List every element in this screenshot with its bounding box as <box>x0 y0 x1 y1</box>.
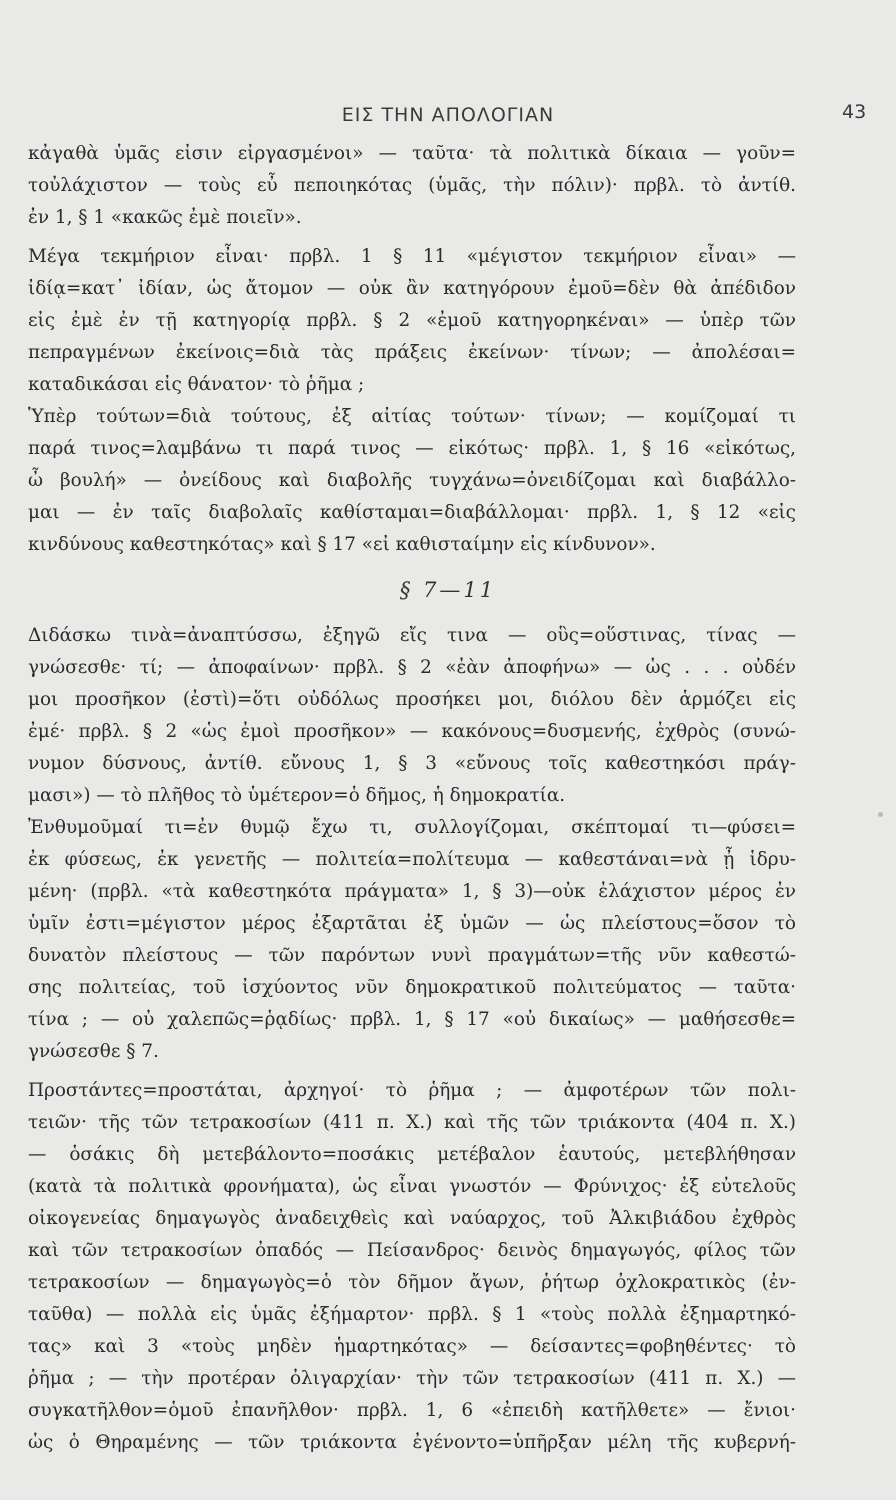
text-line: πεπραγμένων ἐκείνοις=διὰ τὰς πράξεις ἐκείνων· τίνων; — ἀπολέσαι= <box>28 342 796 363</box>
text-line: γνώσεσθε· τί; — ἀποφαίνων· πρβλ. § 2 «ἐὰν ἀποφήνω» — ὡς . . . οὐδέν <box>28 657 796 678</box>
text-line: μασι») — τὸ πλῆθος τὸ ὑμέτερον=ὁ δῆμος, ἡ δημοκρατία. <box>28 785 566 806</box>
text-line: νυμον δύσνους, ἀντίθ. εὔνους 1, § 3 «εὔνους τοῖς καθεστηκόσι πράγ- <box>28 753 796 774</box>
text-line: ἐν 1, § 1 «κακῶς ἐμὲ ποιεῖν». <box>28 207 302 228</box>
text-line: — ὁσάκις δὴ μετεβάλοντο=ποσάκις μετέβαλον ἑαυτούς, μετεβλήθησαν <box>28 1144 796 1165</box>
page-number: 43 <box>842 101 867 123</box>
text-line: ἐκ φύσεως, ἐκ γενετῆς — πολιτεία=πολίτευμα — καθεστάναι=νὰ ᾖ ἱδρυ- <box>28 849 796 870</box>
text-line: ῥῆμα ; — τὴν προτέραν ὀλιγαρχίαν· τὴν τῶν τετρακοσίων (411 π. Χ.) — <box>28 1368 796 1389</box>
text-line: Διδάσκω τινὰ=ἀναπτύσσω, ἐξηγῶ εἴς τινα — οὓς=οὕστινας, τίνας — <box>28 625 796 646</box>
text-line: τοὐλάχιστον — τοὺς εὖ πεποιηκότας (ὑμᾶς, τὴν πόλιν)· πρβλ. τὸ ἀντίθ. <box>28 175 796 196</box>
text-line: εἰς ἐμὲ ἐν τῇ κατηγορίᾳ πρβλ. § 2 «ἐμοῦ κατηγορηκέναι» — ὑπὲρ τῶν <box>28 310 796 331</box>
text-line: καὶ τῶν τετρακοσίων ὀπαδός — Πείσανδρος· δεινὸς δημαγωγός, φίλος τῶν <box>28 1240 796 1261</box>
text-line: Μέγα τεκμήριον εἶναι· πρβλ. 1 § 11 «μέγιστον τεκμήριον εἶναι» — <box>28 246 796 267</box>
text-line: ἰδίᾳ=κατ᾽ ἰδίαν, ὡς ἄτομον — οὐκ ἂν κατηγόρουν ἐμοῦ=δὲν θὰ ἀπέδιδον <box>28 278 796 299</box>
text-line: τας» καὶ 3 «τοὺς μηδὲν ἡμαρτηκότας» — δείσαντες=φοβηθέντες· τὸ <box>28 1336 796 1357</box>
text-line: γνώσεσθε § 7. <box>28 1041 159 1062</box>
text-line: τετρακοσίων — δημαγωγὸς=ὁ τὸν δῆμον ἄγων, ῥήτωρ ὀχλοκρατικὸς (ἐν- <box>28 1272 796 1293</box>
text-line: μένη· (πρβλ. «τὰ καθεστηκότα πράγματα» 1, § 3)—οὐκ ἐλάχιστον μέρος ἐν <box>28 881 796 902</box>
text-line: μαι — ἐν ταῖς διαβολαῖς καθίσταμαι=διαβάλλομαι· πρβλ. 1, § 12 «εἰς <box>28 502 796 523</box>
text-line: μοι προσῆκον (ἐστὶ)=ὅτι οὐδόλως προσήκει μοι, διόλου δὲν ἁρμόζει εἰς <box>28 689 796 710</box>
margin-speck <box>878 812 883 817</box>
text-line: κινδύνους καθεστηκότας» καὶ § 17 «εἰ καθισταίμην εἰς κίνδυνον». <box>28 534 656 555</box>
text-line: παρά τινος=λαμβάνω τι παρά τινος — εἰκότως· πρβλ. 1, § 16 «εἰκότως, <box>28 438 796 459</box>
text-line: τίνα ; — οὐ χαλεπῶς=ῥᾳδίως· πρβλ. 1, § 17 «οὐ δικαίως» — μαθήσεσθε= <box>28 1009 796 1030</box>
text-line: καταδικάσαι εἰς θάνατον· τὸ ῥῆμα ; <box>28 374 365 395</box>
text-line: Ὑπὲρ τούτων=διὰ τούτους, ἐξ αἰτίας τούτων· τίνων; — κομίζομαί τι <box>28 406 796 427</box>
text-line: συγκατῆλθον=ὁμοῦ ἐπανῆλθον· πρβλ. 1, 6 «ἐπειδὴ κατῆλθετε» — ἔνιοι· <box>28 1400 796 1421</box>
text-line: (κατὰ τὰ πολιτικὰ φρονήματα), ὡς εἶναι γνωστόν — Φρύνιχος· ἐξ εὐτελοῦς <box>28 1176 796 1197</box>
text-line: Προστάντες=προστάται, ἀρχηγοί· τὸ ῥῆμα ; — ἀμφοτέρων τῶν πολι- <box>28 1080 796 1101</box>
text-line: ὡς ὁ Θηραμένης — τῶν τριάκοντα ἐγένοντο=ὑπῆρξαν μέλη τῆς κυβερνή- <box>28 1432 796 1453</box>
text-line: τειῶν· τῆς τῶν τετρακοσίων (411 π. Χ.) καὶ τῆς τῶν τριάκοντα (404 π. Χ.) <box>28 1112 796 1133</box>
text-line: ὑμῖν ἐστι=μέγιστον μέρος ἐξαρτᾶται ἐξ ὑμῶν — ὡς πλείστους=ὅσον τὸ <box>28 913 796 934</box>
text-line: σης πολιτείας, τοῦ ἰσχύοντος νῦν δημοκρατικοῦ πολιτεύματος — ταῦτα· <box>28 977 796 998</box>
text-line: δυνατὸν πλείστους — τῶν παρόντων νυνὶ πραγμάτων=τῆς νῦν καθεστώ- <box>28 945 796 966</box>
section-heading: § 7—11 <box>399 578 497 602</box>
text-line: Ἐνθυμοῦμαί τι=ἐν θυμῷ ἔχω τι, συλλογίζομαι, σκέπτομαί τι—φύσει= <box>28 817 796 838</box>
text-line: ἐμέ· πρβλ. § 2 «ὡς ἐμοὶ προσῆκον» — κακόνους=δυσμενής, ἐχθρὸς (συνώ- <box>28 721 796 742</box>
text-line: οἰκογενείας δημαγωγὸς ἀναδειχθεὶς καὶ ναύαρχος, τοῦ Ἀλκιβιάδου ἐχθρὸς <box>28 1208 796 1229</box>
text-line: κἀγαθὰ ὑμᾶς εἰσιν εἰργασμένοι» — ταῦτα· τὰ πολιτικὰ δίκαια — γοῦν= <box>28 143 796 164</box>
text-line: ὦ βουλή» — ὀνείδους καὶ διαβολῆς τυγχάνω=ὀνειδίζομαι καὶ διαβάλλο- <box>28 470 796 491</box>
text-line: ταῦθα) — πολλὰ εἰς ὑμᾶς ἐξήμαρτον· πρβλ. § 1 «τοὺς πολλὰ ἐξημαρτηκό- <box>28 1304 796 1325</box>
running-title: ΕΙΣ ΤΗΝ ΑΠΟΛΟΓΙΑΝ <box>341 104 555 126</box>
